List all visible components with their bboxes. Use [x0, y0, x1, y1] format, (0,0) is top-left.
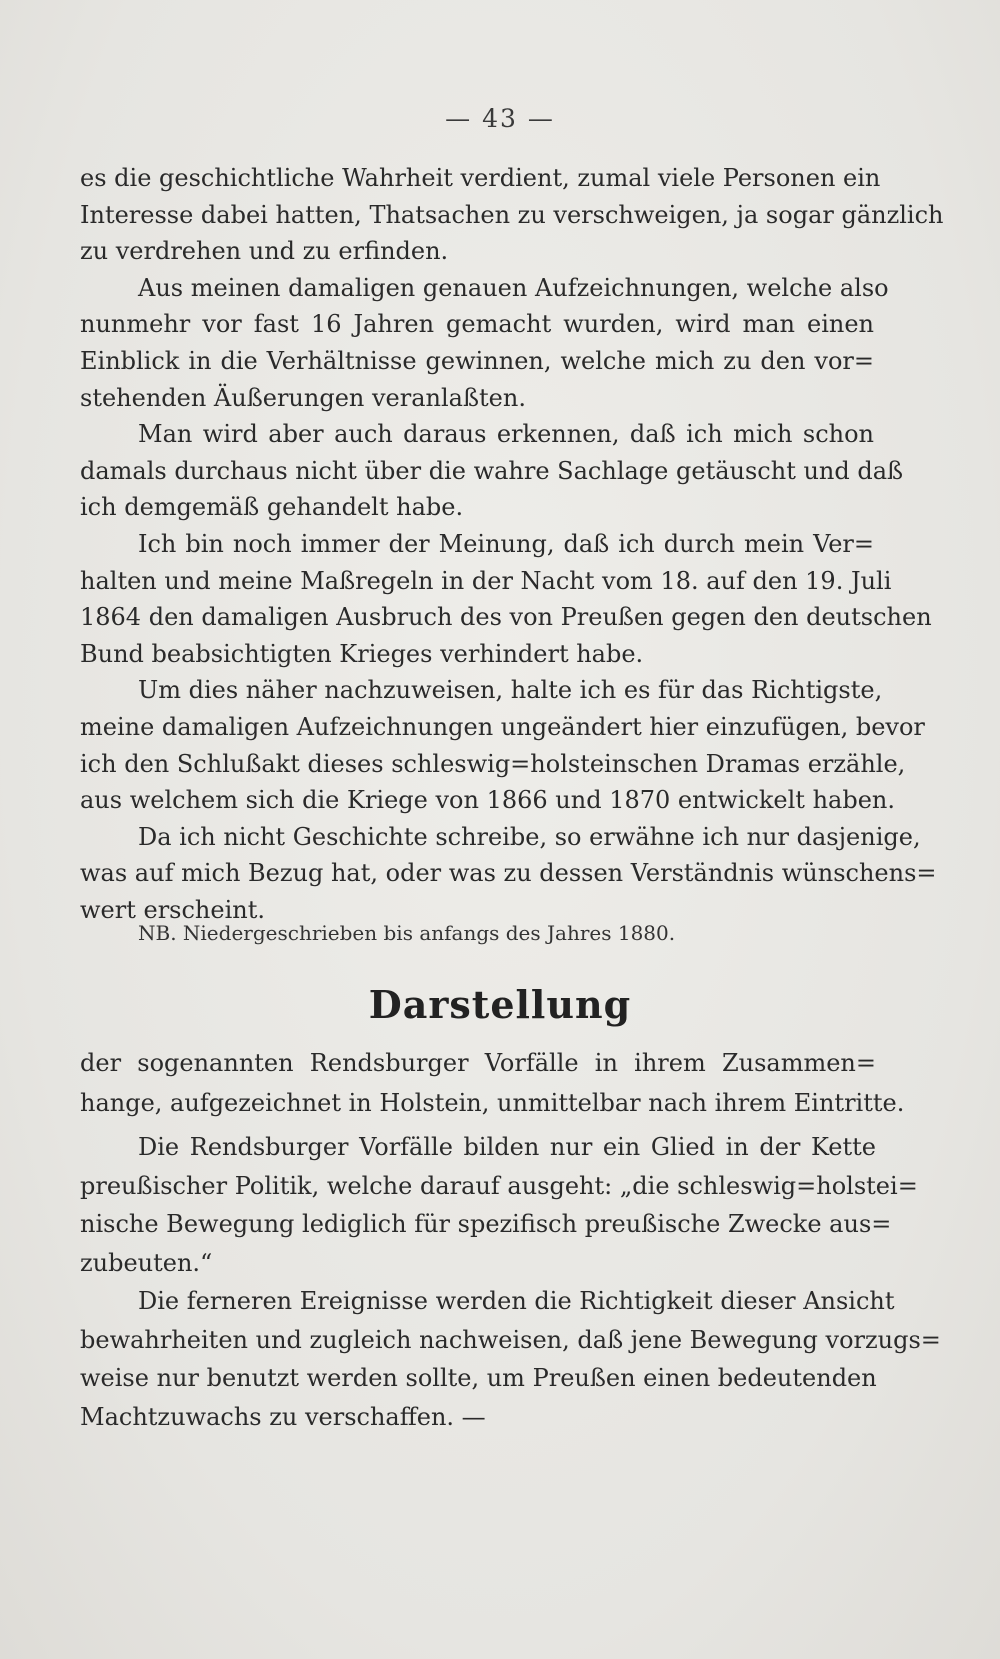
- text-line: weise nur benutzt werden sollte, um Preußen einen bedeutenden: [80, 1364, 877, 1392]
- text-line: stehenden Äußerungen veranlaßten.: [80, 383, 526, 412]
- text-line: Die ferneren Ereignisse werden die Richtigkeit dieser Ansicht: [138, 1287, 895, 1315]
- text-line: der sogenannten Rendsburger Vorfälle in ihrem Zusammen=: [80, 1049, 876, 1077]
- text-line: ich den Schlußakt dieses schleswig=holsteinschen Dramas erzähle,: [80, 749, 906, 778]
- text-line: Bund beabsichtigten Krieges verhindert habe.: [80, 639, 644, 668]
- text-line: zu verdrehen und zu erfinden.: [80, 237, 449, 266]
- text-line: Interesse dabei hatten, Thatsachen zu verschweigen, ja sogar gänzlich: [80, 200, 944, 229]
- text-line: zubeuten.“: [80, 1248, 213, 1277]
- text-line: Ich bin noch immer der Meinung, daß ich durch mein Ver=: [138, 529, 874, 558]
- text-line: aus welchem sich die Kriege von 1866 und 1870 entwickelt haben.: [80, 786, 895, 815]
- body-text-section-2: [80, 1128, 941, 1436]
- text-line: nische Bewegung lediglich für spezifisch preußische Zwecke aus=: [80, 1210, 892, 1238]
- text-line: Machtzuwachs zu verschaffen. —: [80, 1402, 486, 1431]
- footnote-nb: NB. Niedergeschrieben bis anfangs des Jahres 1880.: [138, 921, 676, 945]
- section-subtitle: [80, 1043, 905, 1123]
- page-number: — 43 —: [445, 104, 555, 133]
- text-line: ich demgemäß gehandelt habe.: [80, 493, 464, 522]
- text-line: damals durchaus nicht über die wahre Sachlage getäuscht und daß: [80, 456, 904, 485]
- text-line: halten und meine Maßregeln in der Nacht vom 18. auf den 19. Juli: [80, 566, 892, 595]
- text-line: hange, aufgezeichnet in Holstein, unmittelbar nach ihrem Eintritte.: [80, 1089, 905, 1117]
- text-line: bewahrheiten und zugleich nachweisen, daß jene Bewegung vorzugs=: [80, 1325, 941, 1354]
- text-line: meine damaligen Aufzeichnungen ungeändert hier einzufügen, bevor: [80, 712, 925, 741]
- text-line: Da ich nicht Geschichte schreibe, so erwähne ich nur dasjenige,: [138, 822, 921, 851]
- text-line: Aus meinen damaligen genauen Aufzeichnungen, welche also: [138, 273, 889, 302]
- text-line: es die geschichtliche Wahrheit verdient, zumal viele Personen ein: [80, 164, 881, 192]
- text-line: 1864 den damaligen Ausbruch des von Preußen gegen den deutschen: [80, 603, 932, 632]
- text-line: was auf mich Bezug hat, oder was zu dessen Verständnis wünschens=: [80, 859, 937, 888]
- text-line: Man wird aber auch daraus erkennen, daß ich mich schon: [138, 420, 874, 449]
- text-line: preußischer Politik, welche darauf ausgeht: „die schleswig=holstei=: [80, 1171, 918, 1200]
- section-heading: Darstellung: [368, 982, 632, 1027]
- text-line: nunmehr vor fast 16 Jahren gemacht wurden, wird man einen: [80, 310, 874, 339]
- text-line: wert erscheint.: [80, 895, 265, 924]
- text-line: Einblick in die Verhältnisse gewinnen, welche mich zu den vor=: [80, 346, 874, 375]
- text-line: Um dies näher nachzuweisen, halte ich es für das Richtigste,: [138, 676, 883, 705]
- body-text-section-1: [80, 160, 944, 928]
- text-line: Die Rendsburger Vorfälle bilden nur ein Glied in der Kette: [138, 1133, 876, 1161]
